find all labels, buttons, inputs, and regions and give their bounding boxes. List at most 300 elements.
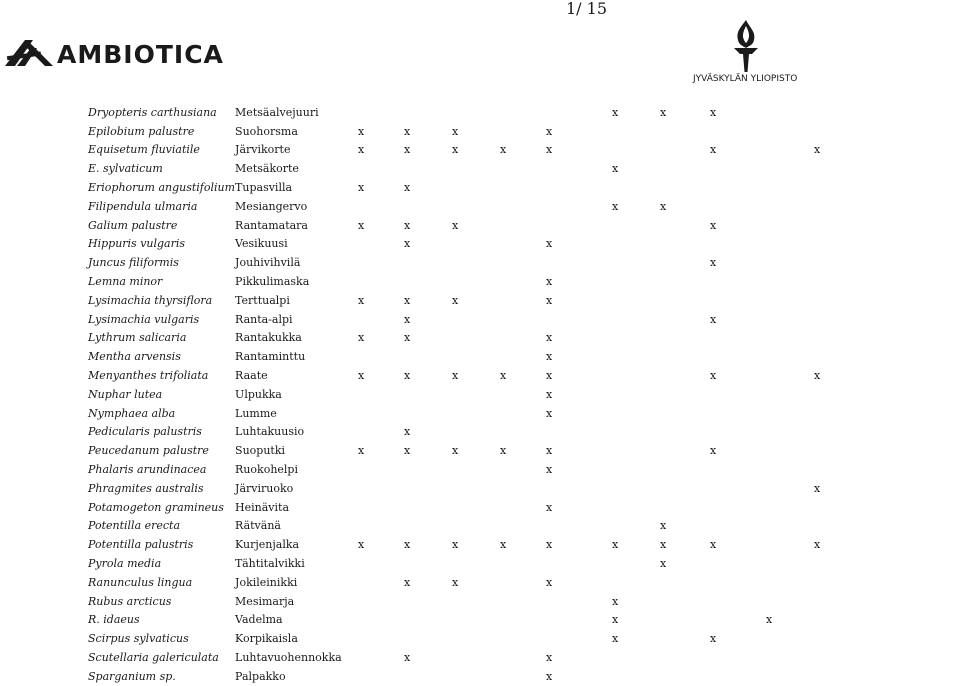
latin-name: Eriophorum angustifolium xyxy=(88,181,236,195)
mark-cell xyxy=(814,460,854,479)
finnish-name: Järviruoko xyxy=(235,481,294,495)
table-row xyxy=(88,423,854,442)
mark-cell xyxy=(592,141,612,160)
mark-cell xyxy=(766,329,814,348)
mark-cell xyxy=(358,629,404,648)
mark-cell: x xyxy=(546,369,553,383)
mark-cell xyxy=(766,498,814,517)
mark-cell: x xyxy=(404,237,411,251)
finnish-name: Vesikuusi xyxy=(235,237,288,251)
mark-cell xyxy=(358,498,404,517)
mark-cell xyxy=(500,253,546,272)
mark-cell xyxy=(452,554,500,573)
finnish-name: Tähtitalvikki xyxy=(235,557,305,571)
mark-cell xyxy=(766,291,814,310)
mark-cell: x xyxy=(660,519,667,533)
latin-name: Scutellaria galericulata xyxy=(88,651,219,664)
mark-cell xyxy=(814,216,854,235)
latin-name: Scirpus sylvaticus xyxy=(88,632,189,646)
mark-cell xyxy=(500,159,546,178)
mark-cell xyxy=(452,329,500,348)
mark-cell xyxy=(660,573,710,592)
finnish-name: Raate xyxy=(235,369,268,383)
table-row xyxy=(88,310,854,329)
finnish-name: Mesimarja xyxy=(235,594,295,608)
mark-cell xyxy=(766,385,814,404)
university-name: JYVÄSKYLÄN YLIOPISTO xyxy=(693,74,798,84)
mark-cell: x xyxy=(358,369,365,383)
mark-cell xyxy=(404,159,452,178)
mark-cell: x xyxy=(404,369,411,383)
mark-cell xyxy=(500,310,546,329)
mark-cell xyxy=(814,498,854,517)
mark-cell xyxy=(814,291,854,310)
mark-cell xyxy=(660,648,710,667)
mark-cell xyxy=(452,103,500,122)
mark-cell xyxy=(766,404,814,423)
mark-cell: x xyxy=(500,538,507,552)
table-row xyxy=(88,592,854,611)
latin-name: Menyanthes trifoliata xyxy=(88,369,209,383)
latin-name: Pedicularis palustris xyxy=(88,425,202,439)
mark-cell: x xyxy=(452,124,459,138)
mark-cell xyxy=(710,291,766,310)
mark-cell: x xyxy=(404,575,411,589)
finnish-name: Jouhivihvilä xyxy=(235,256,301,270)
mark-cell xyxy=(404,272,452,291)
torch-icon xyxy=(690,18,802,74)
mark-cell xyxy=(660,423,710,442)
mark-cell xyxy=(710,648,766,667)
mark-cell xyxy=(500,629,546,648)
mark-cell: x xyxy=(612,162,619,176)
mark-cell xyxy=(546,253,592,272)
mark-cell xyxy=(710,404,766,423)
mark-cell xyxy=(660,272,710,291)
mark-cell xyxy=(546,197,592,216)
mark-cell xyxy=(546,517,592,536)
finnish-name: Ulpukka xyxy=(235,387,282,401)
mark-cell xyxy=(358,310,404,329)
latin-name: Lysimachia thyrsiflora xyxy=(88,293,213,307)
mark-cell xyxy=(404,197,452,216)
mark-cell xyxy=(660,629,710,648)
mark-cell xyxy=(660,385,710,404)
mark-cell xyxy=(592,253,612,272)
mark-cell xyxy=(358,554,404,573)
mark-cell: x xyxy=(404,331,411,345)
mark-cell xyxy=(612,141,660,160)
mark-cell xyxy=(612,310,660,329)
mark-cell xyxy=(710,498,766,517)
mark-cell: x xyxy=(452,293,459,307)
mark-cell: x xyxy=(710,143,717,157)
ambiotica-logo xyxy=(3,36,224,70)
table-row xyxy=(88,103,854,122)
mark-cell xyxy=(592,103,612,122)
latin-name: Lemna minor xyxy=(88,275,163,289)
finnish-name: Palpakko xyxy=(235,669,286,683)
mark-cell xyxy=(452,479,500,498)
mark-cell xyxy=(612,460,660,479)
mark-cell xyxy=(452,272,500,291)
mark-cell xyxy=(404,517,452,536)
mark-cell xyxy=(500,404,546,423)
mark-cell: x xyxy=(546,575,553,589)
mark-cell xyxy=(452,253,500,272)
mark-cell xyxy=(358,648,404,667)
mark-cell xyxy=(766,535,814,554)
mark-cell xyxy=(452,159,500,178)
mark-cell xyxy=(358,404,404,423)
mark-cell xyxy=(814,629,854,648)
mark-cell: x xyxy=(358,538,365,552)
finnish-name: Metsäkorte xyxy=(235,162,299,176)
mark-cell xyxy=(358,385,404,404)
mark-cell xyxy=(660,479,710,498)
table-row xyxy=(88,366,854,385)
mark-cell: x xyxy=(660,105,667,119)
mark-cell xyxy=(612,235,660,254)
latin-name: Potamogeton gramineus xyxy=(88,500,224,514)
mark-cell xyxy=(592,235,612,254)
mark-cell xyxy=(710,479,766,498)
mark-cell xyxy=(612,479,660,498)
mark-cell xyxy=(766,141,814,160)
mark-cell xyxy=(766,122,814,141)
latin-name: Dryopteris carthusiana xyxy=(88,105,217,119)
table-row xyxy=(88,178,854,197)
mark-cell xyxy=(452,517,500,536)
mark-cell: x xyxy=(710,312,717,326)
mark-cell: x xyxy=(546,293,553,307)
mark-cell: x xyxy=(500,369,507,383)
finnish-name: Metsäalvejuuri xyxy=(235,105,319,119)
mark-cell xyxy=(612,253,660,272)
mark-cell xyxy=(710,197,766,216)
finnish-name: Mesiangervo xyxy=(235,199,308,213)
mark-cell: x xyxy=(612,594,619,608)
mark-cell: x xyxy=(660,538,667,552)
mark-cell xyxy=(592,216,612,235)
mark-cell xyxy=(612,385,660,404)
mark-cell xyxy=(500,103,546,122)
mark-cell xyxy=(766,423,814,442)
mark-cell xyxy=(358,159,404,178)
mark-cell xyxy=(660,460,710,479)
mark-cell: x xyxy=(546,406,553,420)
latin-name: Mentha arvensis xyxy=(88,350,181,364)
table-row xyxy=(88,235,854,254)
finnish-name: Rätvänä xyxy=(235,519,281,533)
mark-cell xyxy=(452,460,500,479)
mark-cell xyxy=(612,291,660,310)
finnish-name: Vadelma xyxy=(235,613,283,627)
mark-cell xyxy=(358,423,404,442)
mark-cell xyxy=(404,479,452,498)
mark-cell: x xyxy=(710,256,717,270)
mark-cell xyxy=(358,460,404,479)
mark-cell xyxy=(814,103,854,122)
latin-name: Ranunculus lingua xyxy=(88,575,193,589)
mark-cell xyxy=(766,667,814,686)
mark-cell xyxy=(710,235,766,254)
mark-cell xyxy=(358,611,404,630)
mark-cell xyxy=(766,197,814,216)
table-row xyxy=(88,385,854,404)
mark-cell xyxy=(500,648,546,667)
mark-cell: x xyxy=(358,143,365,157)
mark-cell xyxy=(766,272,814,291)
mark-cell xyxy=(766,235,814,254)
mark-cell xyxy=(814,235,854,254)
species-table xyxy=(88,103,854,686)
finnish-name: Heinävita xyxy=(235,500,290,514)
mark-cell xyxy=(814,329,854,348)
mark-cell xyxy=(766,648,814,667)
mark-cell: x xyxy=(404,143,411,157)
mark-cell xyxy=(546,178,592,197)
mark-cell xyxy=(500,216,546,235)
mark-cell xyxy=(660,216,710,235)
table-row xyxy=(88,291,854,310)
mark-cell: x xyxy=(710,105,717,119)
mark-cell xyxy=(546,103,592,122)
mark-cell xyxy=(546,310,592,329)
latin-name: Potentilla palustris xyxy=(88,538,194,552)
mark-cell xyxy=(612,122,660,141)
mark-cell: x xyxy=(546,444,553,458)
latin-name: Lythrum salicaria xyxy=(88,331,187,345)
mark-cell xyxy=(546,423,592,442)
latin-name: Phalaris arundinacea xyxy=(88,463,207,477)
mark-cell xyxy=(452,235,500,254)
mark-cell xyxy=(592,592,612,611)
mark-cell: x xyxy=(452,369,459,383)
mark-cell xyxy=(814,441,854,460)
mark-cell xyxy=(592,648,612,667)
finnish-name: Ruokohelpi xyxy=(235,463,298,477)
mark-cell xyxy=(814,385,854,404)
mark-cell xyxy=(660,667,710,686)
table-row xyxy=(88,404,854,423)
mark-cell xyxy=(766,178,814,197)
mark-cell xyxy=(404,554,452,573)
mark-cell xyxy=(404,667,452,686)
latin-name: Sparganium sp. xyxy=(88,669,176,683)
mark-cell: x xyxy=(660,557,667,571)
mark-cell: x xyxy=(404,124,411,138)
mark-cell xyxy=(404,611,452,630)
mark-cell xyxy=(612,347,660,366)
mark-cell: x xyxy=(500,444,507,458)
mark-cell xyxy=(358,592,404,611)
mark-cell xyxy=(452,629,500,648)
latin-name: Filipendula ulmaria xyxy=(88,199,198,213)
mark-cell xyxy=(404,592,452,611)
table-row xyxy=(88,629,854,648)
mark-cell: x xyxy=(404,651,411,664)
table-row xyxy=(88,347,854,366)
mark-cell xyxy=(814,310,854,329)
mark-cell xyxy=(766,103,814,122)
mark-cell xyxy=(546,479,592,498)
mark-cell xyxy=(592,629,612,648)
finnish-name: Suohorsma xyxy=(235,124,298,138)
mark-cell xyxy=(612,329,660,348)
mark-cell xyxy=(766,441,814,460)
mark-cell xyxy=(612,178,660,197)
mark-cell: x xyxy=(358,293,365,307)
mark-cell xyxy=(660,329,710,348)
mark-cell xyxy=(710,122,766,141)
finnish-name: Luhtakuusio xyxy=(235,425,305,439)
mark-cell: x xyxy=(612,613,619,627)
mark-cell xyxy=(814,272,854,291)
ambiotica-emblem-icon xyxy=(3,36,55,70)
mark-cell xyxy=(710,329,766,348)
mark-cell xyxy=(500,611,546,630)
mark-cell xyxy=(452,648,500,667)
mark-cell: x xyxy=(710,538,717,552)
finnish-name: Lumme xyxy=(235,406,277,420)
table-row xyxy=(88,554,854,573)
latin-name: Nymphaea alba xyxy=(88,406,176,420)
mark-cell: x xyxy=(546,331,553,345)
latin-name: Peucedanum palustre xyxy=(88,444,209,458)
mark-cell: x xyxy=(710,369,717,383)
mark-cell: x xyxy=(404,425,411,439)
mark-cell xyxy=(612,554,660,573)
mark-cell xyxy=(500,573,546,592)
mark-cell xyxy=(452,404,500,423)
mark-cell xyxy=(660,366,710,385)
mark-cell xyxy=(660,178,710,197)
mark-cell xyxy=(766,517,814,536)
mark-cell xyxy=(592,498,612,517)
table-row xyxy=(88,441,854,460)
mark-cell xyxy=(546,159,592,178)
mark-cell xyxy=(814,423,854,442)
mark-cell: x xyxy=(612,199,619,213)
mark-cell xyxy=(660,441,710,460)
mark-cell xyxy=(592,272,612,291)
mark-cell xyxy=(814,648,854,667)
mark-cell xyxy=(814,517,854,536)
latin-name: Epilobium palustre xyxy=(88,124,195,138)
mark-cell xyxy=(660,291,710,310)
mark-cell xyxy=(814,554,854,573)
finnish-name: Luhtavuohennokka xyxy=(235,651,342,664)
mark-cell xyxy=(452,347,500,366)
mark-cell xyxy=(710,159,766,178)
table-row xyxy=(88,498,854,517)
mark-cell xyxy=(592,310,612,329)
mark-cell xyxy=(814,122,854,141)
mark-cell xyxy=(500,479,546,498)
mark-cell xyxy=(766,253,814,272)
mark-cell xyxy=(766,629,814,648)
mark-cell: x xyxy=(612,632,619,646)
mark-cell: x xyxy=(404,312,411,326)
latin-name: Equisetum fluviatile xyxy=(88,143,200,157)
mark-cell xyxy=(452,611,500,630)
mark-cell xyxy=(404,103,452,122)
mark-cell xyxy=(660,141,710,160)
mark-cell xyxy=(592,517,612,536)
finnish-name: Tupasvilla xyxy=(235,181,293,195)
latin-name: Hippuris vulgaris xyxy=(88,237,186,251)
mark-cell xyxy=(592,441,612,460)
table-row xyxy=(88,141,854,160)
mark-cell: x xyxy=(546,669,553,683)
mark-cell: x xyxy=(404,181,411,195)
mark-cell xyxy=(710,347,766,366)
mark-cell xyxy=(452,667,500,686)
mark-cell xyxy=(358,235,404,254)
finnish-name: Suoputki xyxy=(235,444,286,458)
table-row xyxy=(88,122,854,141)
mark-cell xyxy=(500,197,546,216)
mark-cell xyxy=(500,235,546,254)
mark-cell: x xyxy=(814,369,821,383)
mark-cell xyxy=(814,611,854,630)
mark-cell xyxy=(612,216,660,235)
latin-name: Rubus arcticus xyxy=(88,594,172,608)
table-row xyxy=(88,329,854,348)
mark-cell: x xyxy=(612,105,619,119)
mark-cell xyxy=(358,573,404,592)
mark-cell: x xyxy=(710,444,717,458)
finnish-name: Pikkulimaska xyxy=(235,275,310,289)
mark-cell xyxy=(660,253,710,272)
latin-name: Pyrola media xyxy=(88,557,162,571)
latin-name: E. sylvaticum xyxy=(88,162,163,176)
mark-cell: x xyxy=(452,218,459,232)
table-row xyxy=(88,460,854,479)
mark-cell xyxy=(452,592,500,611)
mark-cell xyxy=(592,423,612,442)
mark-cell xyxy=(710,667,766,686)
mark-cell xyxy=(814,197,854,216)
mark-cell xyxy=(592,667,612,686)
mark-cell xyxy=(710,423,766,442)
mark-cell xyxy=(814,404,854,423)
mark-cell xyxy=(358,517,404,536)
mark-cell: x xyxy=(546,387,553,401)
mark-cell: x xyxy=(546,651,553,664)
mark-cell xyxy=(612,441,660,460)
mark-cell xyxy=(612,498,660,517)
mark-cell xyxy=(592,404,612,423)
mark-cell xyxy=(404,347,452,366)
mark-cell xyxy=(660,498,710,517)
finnish-name: Korpikaisla xyxy=(235,632,298,646)
mark-cell xyxy=(500,498,546,517)
mark-cell xyxy=(452,310,500,329)
mark-cell xyxy=(710,611,766,630)
mark-cell xyxy=(766,216,814,235)
mark-cell xyxy=(660,310,710,329)
mark-cell xyxy=(404,385,452,404)
mark-cell xyxy=(766,310,814,329)
latin-name: Phragmites australis xyxy=(88,481,204,495)
mark-cell xyxy=(404,253,452,272)
mark-cell xyxy=(766,573,814,592)
mark-cell xyxy=(814,667,854,686)
mark-cell: x xyxy=(452,444,459,458)
finnish-name: Ranta-alpi xyxy=(235,312,293,326)
